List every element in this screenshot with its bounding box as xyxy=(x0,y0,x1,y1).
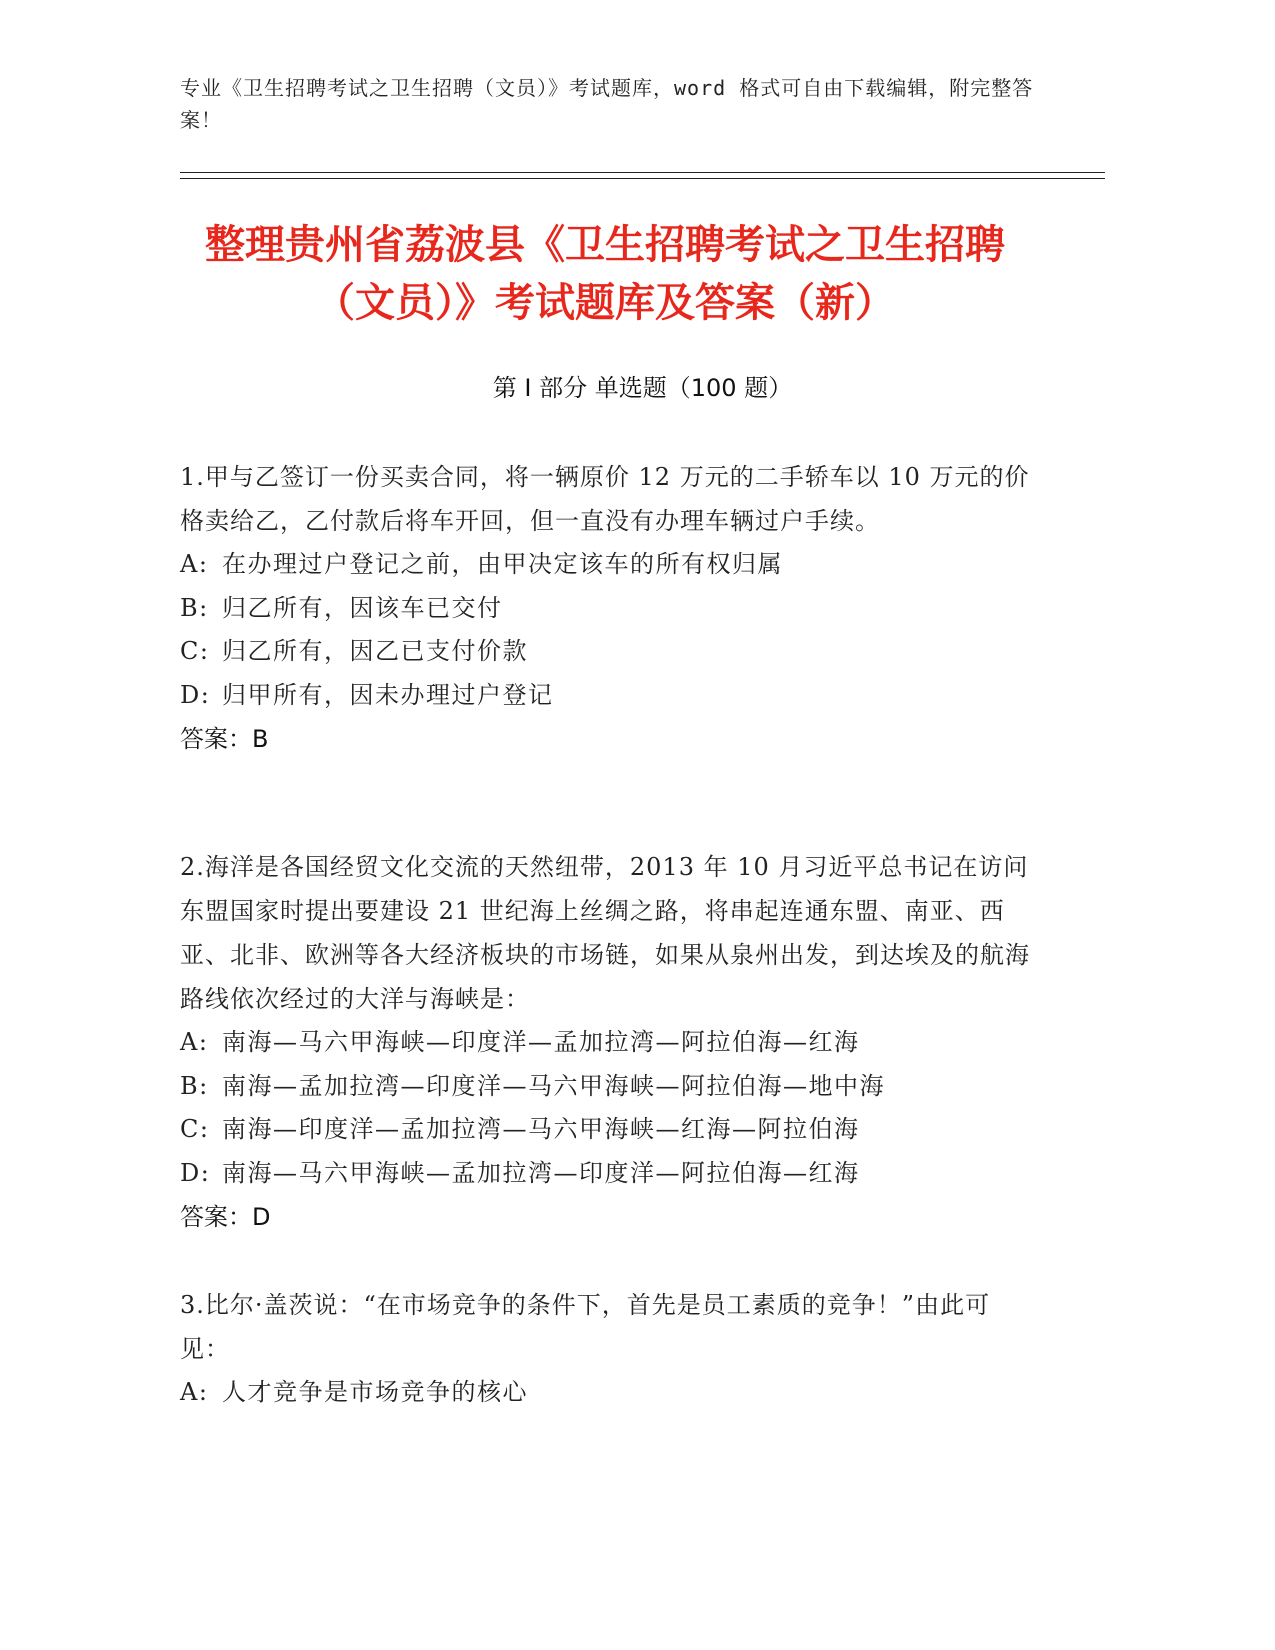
document-title: 整理贵州省荔波县《卫生招聘考试之卫生招聘（文员）》考试题库及答案（新） xyxy=(205,222,1005,326)
option-letter: C: xyxy=(180,1115,210,1143)
option-c xyxy=(180,630,1040,674)
section-title: 第 I 部分 单选题（100 题） xyxy=(492,374,793,402)
option-text: 归乙所有，因该车已交付 xyxy=(222,593,503,622)
option-letter: B: xyxy=(180,593,209,622)
option-text: 归乙所有，因乙已支付价款 xyxy=(222,637,528,665)
question-2 xyxy=(180,845,1040,1239)
option-text: 南海—印度洋—孟加拉湾—马六甲海峡—红海—阿拉伯海 xyxy=(222,1115,860,1143)
option-letter: A: xyxy=(180,1378,209,1406)
question-stem: 3.比尔·盖茨说：“在市场竞争的条件下，首先是员工素质的竞争！”由此可见： xyxy=(180,1291,991,1363)
option-text: 南海—马六甲海峡—印度洋—孟加拉湾—阿拉伯海—红海 xyxy=(222,1028,860,1056)
document-header-note: 专业《卫生招聘考试之卫生招聘（文员）》考试题库，word 格式可自由下载编辑，附完整答案！ xyxy=(180,76,1034,132)
option-text: 在办理过户登记之前，由甲决定该车的所有权归属 xyxy=(222,550,783,578)
option-b xyxy=(180,1065,1040,1109)
option-letter: A: xyxy=(180,1028,209,1056)
option-letter: C: xyxy=(180,637,210,665)
option-a xyxy=(180,1021,1040,1065)
option-d xyxy=(180,1152,1040,1196)
option-b xyxy=(180,587,1040,631)
option-text: 人才竞争是市场竞争的核心 xyxy=(222,1378,528,1406)
option-c xyxy=(180,1108,1040,1152)
option-a xyxy=(180,543,1040,587)
option-letter: B: xyxy=(180,1071,209,1100)
header-divider-bottom xyxy=(180,178,1105,179)
option-a xyxy=(180,1371,1040,1415)
option-text: 南海—马六甲海峡—孟加拉湾—印度洋—阿拉伯海—红海 xyxy=(222,1158,860,1187)
answer: 答案：D xyxy=(180,1203,271,1231)
question-stem: 1.甲与乙签订一份买卖合同，将一辆原价 12 万元的二手轿车以 10 万元的价格卖给乙，乙付款后将车开回，但一直没有办理车辆过户手续。 xyxy=(180,463,1030,535)
option-letter: D: xyxy=(180,1158,211,1187)
question-3 xyxy=(180,1283,1040,1415)
option-d xyxy=(180,674,1040,718)
header-divider-top xyxy=(180,172,1105,173)
question-1 xyxy=(180,455,1040,761)
option-text: 南海—孟加拉湾—印度洋—马六甲海峡—阿拉伯海—地中海 xyxy=(222,1071,885,1100)
option-letter: A: xyxy=(180,550,209,578)
question-stem: 2.海洋是各国经贸文化交流的天然纽带，2013 年 10 月习近平总书记在访问东盟国家时提出要建设 21 世纪海上丝绸之路，将串起连通东盟、南亚、西亚、北非、欧洲等各大经济板块的市场链，如果从泉州出发，到达埃及的航海路线依次经过的大洋与海峡是： xyxy=(180,853,1030,1013)
option-letter: D: xyxy=(180,680,211,709)
option-text: 归甲所有，因未办理过户登记 xyxy=(222,680,554,709)
answer: 答案：B xyxy=(180,725,269,753)
